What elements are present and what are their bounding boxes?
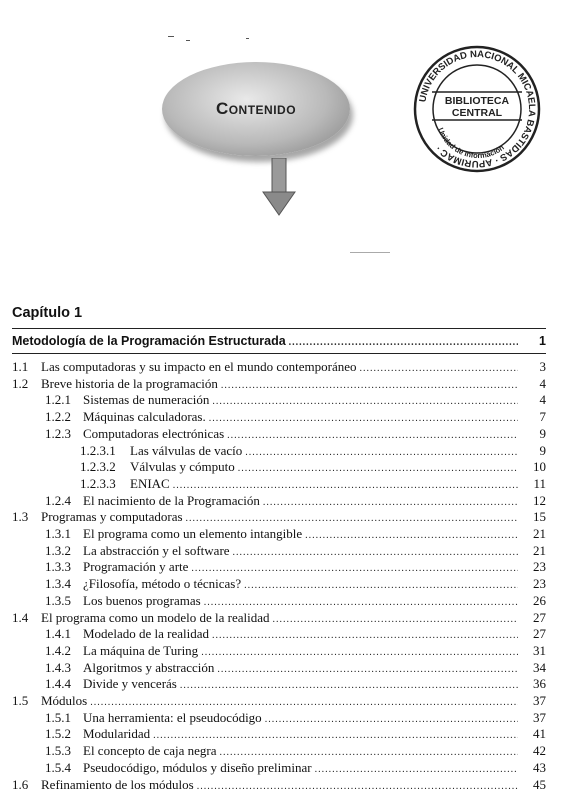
toc-row (0, 693, 565, 709)
section-page: 23 (533, 576, 546, 592)
section-title: El concepto de caja negra (83, 743, 217, 759)
leader-dots (305, 528, 518, 544)
section-page: 26 (533, 592, 546, 608)
section-title: Programación y arte (83, 559, 189, 575)
leader-dots (238, 461, 518, 477)
leader-dots (209, 411, 518, 427)
leader-dots (289, 335, 518, 351)
divider (12, 353, 546, 354)
section-number: 1.5.4 (45, 759, 71, 775)
section-page: 15 (533, 509, 546, 525)
section-title: Modelado de la realidad (83, 626, 209, 642)
toc-row (0, 476, 565, 492)
section-page: 9 (539, 442, 546, 458)
toc-row (0, 626, 565, 642)
section-number: 1.4.2 (45, 642, 71, 658)
leader-dots (212, 628, 518, 644)
section-title: El programa como un modelo de la realidad (41, 609, 270, 625)
section-page: 7 (539, 409, 546, 425)
section-page: 43 (533, 759, 546, 775)
scan-speck (350, 252, 390, 253)
section-number: 1.2.3.3 (80, 475, 116, 491)
section-page: 23 (533, 559, 546, 575)
toc-row (0, 426, 565, 442)
section-page: 42 (533, 743, 546, 759)
section-page: 11 (533, 475, 546, 491)
section-page: 37 (533, 709, 546, 725)
section-number: 1.5.2 (45, 726, 71, 742)
leader-dots (204, 595, 518, 611)
section-page: 12 (533, 492, 546, 508)
leader-dots (360, 361, 518, 377)
leader-dots (245, 445, 518, 461)
section-number: 1.3.4 (45, 576, 71, 592)
toc-row (0, 760, 565, 776)
leader-dots (90, 695, 518, 711)
leader-dots (201, 645, 518, 661)
toc-row (0, 593, 565, 609)
section-page: 36 (533, 676, 546, 692)
section-title: Las computadoras y su impacto en el mundo contemporáneo (41, 359, 357, 374)
leader-dots (180, 678, 518, 694)
toc-row (0, 710, 565, 726)
toc-row (0, 443, 565, 459)
scan-speck (168, 36, 174, 37)
section-number: 1.2.3.1 (80, 442, 116, 458)
stamp-inner-text: Unidad de Información (436, 126, 506, 161)
section-number: 1.5 (12, 693, 29, 708)
toc-row (0, 392, 565, 408)
leader-dots (197, 779, 518, 795)
section-number: 1.2.3.2 (80, 459, 116, 475)
toc-row (0, 643, 565, 659)
section-number: 1.3 (12, 509, 29, 525)
section-title: Las válvulas de vacío (130, 442, 243, 458)
leader-dots (315, 762, 518, 778)
stamp-center-line2: CENTRAL (451, 107, 503, 119)
leader-dots (233, 545, 518, 561)
leader-dots (221, 378, 518, 394)
section-number: 1.3.1 (45, 526, 71, 541)
stamp-outer-text: UNIVERSIDAD NACIONAL MICAELA BASTIDAS · APURIMAC · (417, 48, 538, 170)
down-arrow-icon (262, 158, 296, 216)
section-number: 1.2.3 (45, 425, 71, 441)
leader-dots (263, 495, 518, 511)
toc-row (0, 359, 565, 375)
section-page: 27 (533, 626, 546, 642)
section-page: 34 (533, 659, 546, 675)
section-number: 1.3.2 (45, 542, 71, 558)
toc-row (0, 409, 565, 425)
section-number: 1.2.4 (45, 492, 71, 508)
leader-dots (186, 511, 518, 527)
section-number: 1.2.1 (45, 392, 71, 408)
section-number: 1.6 (12, 776, 29, 792)
leader-dots (220, 745, 518, 761)
toc-row (0, 376, 565, 392)
section-number: 1.4.3 (45, 659, 71, 675)
chapter-page: 1 (539, 334, 546, 348)
section-page: 4 (539, 392, 546, 408)
leader-dots (191, 561, 518, 577)
section-page: 9 (539, 425, 546, 441)
leader-dots (212, 394, 518, 410)
section-page: 4 (539, 375, 546, 391)
toc-row (0, 509, 565, 525)
section-number: 1.2 (12, 375, 29, 391)
section-number: 1.5.3 (45, 743, 71, 759)
section-title: Una herramienta: el pseudocódigo (83, 709, 262, 725)
leader-dots (273, 612, 518, 628)
leader-dots (153, 728, 518, 744)
section-page: 37 (533, 693, 546, 708)
section-number: 1.1 (12, 359, 29, 374)
toc-row (0, 610, 565, 626)
toc-row (0, 576, 565, 592)
section-title: ENIAC (130, 475, 170, 491)
chapter-title: Metodología de la Programación Estructurada (12, 334, 286, 348)
section-title: Sistemas de numeración (83, 392, 210, 408)
library-stamp (412, 44, 542, 174)
section-number: 1.4 (12, 609, 29, 625)
section-title: Computadoras electrónicas (83, 425, 225, 441)
chapter-label: Capítulo 1 (12, 305, 83, 321)
section-number: 1.3.3 (45, 559, 71, 575)
section-title: Divide y vencerás (83, 676, 177, 692)
toc-row (0, 459, 565, 475)
section-title: Modularidad (83, 726, 151, 742)
section-title: Válvulas y cómputo (130, 459, 235, 475)
toc-row (0, 493, 565, 509)
scan-speck (246, 38, 249, 39)
section-page: 10 (533, 459, 546, 475)
section-page: 27 (533, 609, 546, 625)
section-page: 41 (533, 726, 546, 742)
section-page: 31 (533, 642, 546, 658)
divider (12, 328, 546, 329)
stamp-center-line1: BIBLIOTECA (444, 95, 510, 107)
section-number: 1.4.1 (45, 626, 71, 642)
section-title: La abstracción y el software (83, 542, 230, 558)
section-title: Refinamiento de los módulos (41, 776, 194, 792)
section-number: 1.3.5 (45, 592, 71, 608)
section-title: Módulos (41, 693, 88, 708)
section-number: 1.5.1 (45, 709, 71, 725)
section-title: Algoritmos y abstracción (83, 659, 215, 675)
contents-badge (162, 62, 350, 156)
section-number: 1.2.2 (45, 409, 71, 425)
toc-row (0, 777, 565, 793)
leader-dots (265, 712, 518, 728)
toc-row (0, 676, 565, 692)
section-title: El nacimiento de la Programación (83, 492, 260, 508)
section-page: 3 (539, 359, 546, 374)
contents-badge-label: Contenido (215, 99, 297, 118)
toc-row (0, 559, 565, 575)
leader-dots (227, 428, 518, 444)
leader-dots (173, 478, 518, 494)
toc-row (0, 543, 565, 559)
section-page: 21 (533, 542, 546, 558)
section-title: Los buenos programas (83, 592, 201, 608)
toc-row (0, 660, 565, 676)
section-title: La máquina de Turing (83, 642, 199, 658)
section-page: 21 (533, 526, 546, 541)
chapter-title-row (0, 333, 565, 349)
section-title: Máquinas calculadoras. (83, 409, 206, 425)
section-title: Pseudocódigo, módulos y diseño preliminar (83, 759, 312, 775)
section-number: 1.4.4 (45, 676, 71, 692)
leader-dots (244, 578, 518, 594)
section-title: El programa como un elemento intangible (83, 526, 303, 541)
toc-row (0, 743, 565, 759)
toc-row (0, 726, 565, 742)
section-title: ¿Filosofía, método o técnicas? (83, 576, 242, 592)
section-title: Programas y computadoras (41, 509, 183, 525)
scan-speck (186, 40, 190, 41)
section-page: 45 (533, 776, 546, 792)
leader-dots (217, 662, 518, 678)
toc-row (0, 526, 565, 542)
section-title: Breve historia de la programación (41, 375, 218, 391)
